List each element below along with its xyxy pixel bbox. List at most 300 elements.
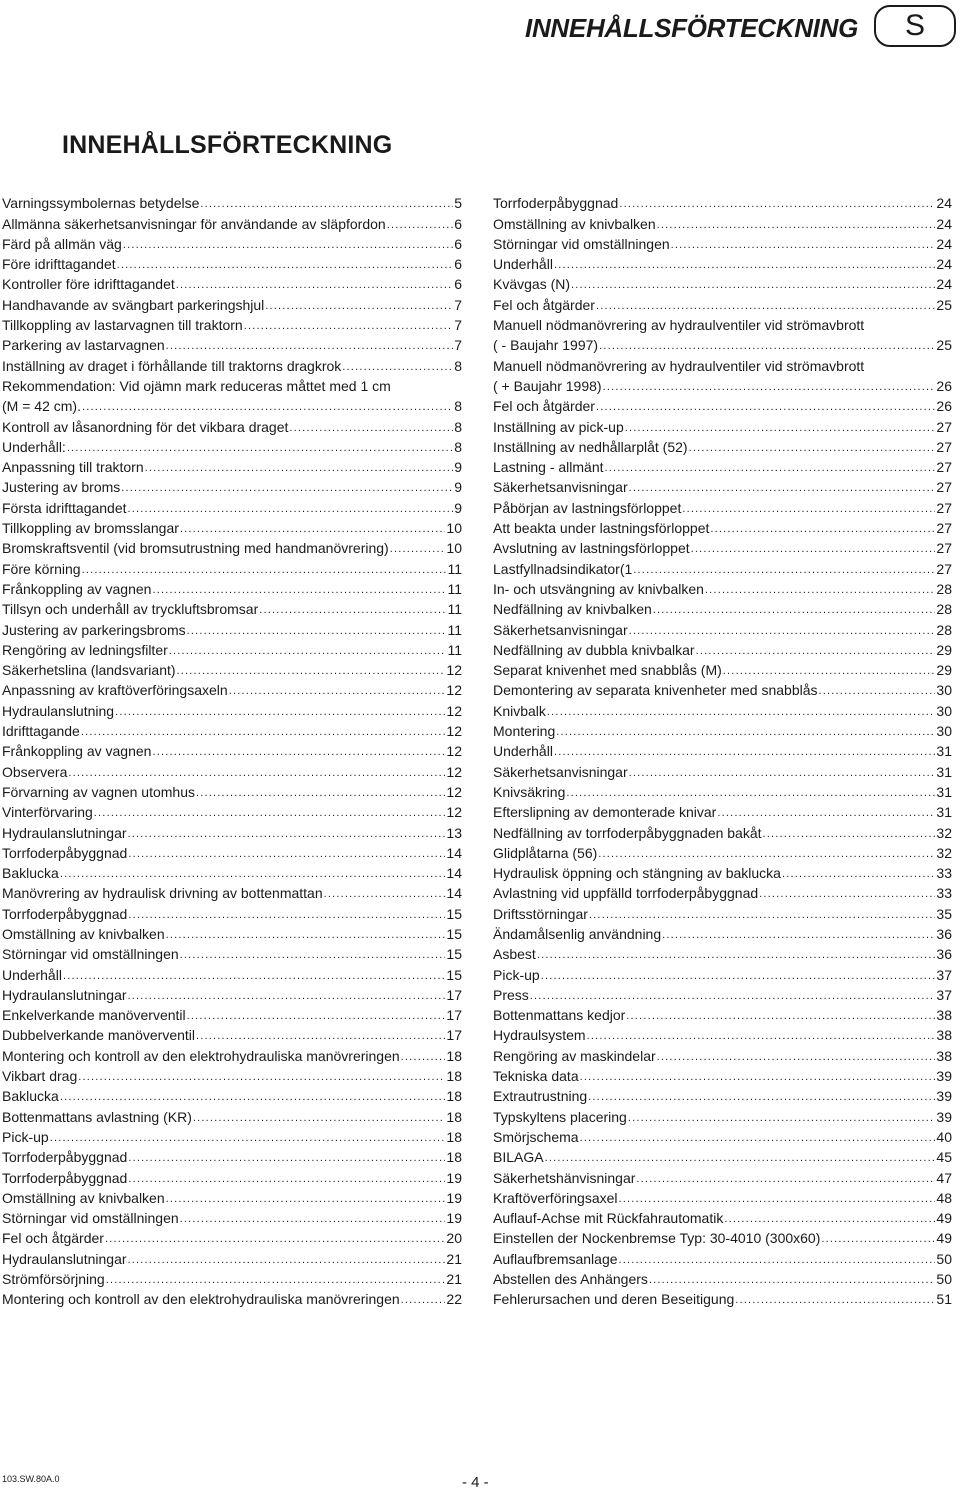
toc-entry bbox=[2, 1166, 462, 1186]
toc-entry-title: Montering och kontroll av den elektrohydrauliska manövreringen bbox=[2, 1291, 400, 1308]
toc-entry-page: 28 bbox=[936, 621, 952, 638]
toc-entry-title: Tillsyn och underhåll av tryckluftsbromsar bbox=[2, 601, 259, 618]
toc-entry-page: 11 bbox=[447, 580, 462, 597]
toc-entry bbox=[2, 1227, 462, 1247]
toc-entry-title: Driftsstörningar bbox=[493, 905, 588, 922]
toc-entry bbox=[493, 963, 952, 983]
toc-entry-title: Tillkoppling av lastarvagnen till traktorn bbox=[2, 317, 243, 334]
toc-entry bbox=[493, 314, 952, 334]
toc-entry-title: Rengöring av maskindelar bbox=[493, 1047, 656, 1064]
toc-dot-leader bbox=[628, 1111, 936, 1126]
toc-entry-page: 35 bbox=[936, 905, 952, 922]
toc-dot-leader bbox=[619, 1192, 936, 1207]
toc-entry-page: 15 bbox=[446, 946, 462, 963]
toc-entry bbox=[493, 598, 952, 618]
toc-dot-leader bbox=[724, 1212, 935, 1227]
toc-entry-page: 38 bbox=[936, 1027, 952, 1044]
toc-entry bbox=[2, 415, 462, 435]
toc-entry-page: 22 bbox=[446, 1291, 462, 1308]
toc-dot-leader bbox=[580, 1070, 936, 1085]
toc-entry-title: Kontroller före idrifttagandet bbox=[2, 276, 175, 293]
toc-entry bbox=[2, 1105, 462, 1125]
toc-entry-title: Att beakta under lastningsförloppet bbox=[493, 520, 710, 537]
toc-entry bbox=[2, 1187, 462, 1207]
toc-dot-leader bbox=[662, 928, 935, 943]
toc-entry bbox=[493, 618, 952, 638]
toc-entry bbox=[2, 801, 462, 821]
toc-entry bbox=[2, 557, 462, 577]
toc-entry-page: 6 bbox=[454, 215, 462, 232]
toc-entry-page: 9 bbox=[454, 499, 462, 516]
toc-entry bbox=[493, 192, 952, 212]
toc-entry-page: 13 bbox=[446, 824, 462, 841]
toc-entry-title: Säkerhetsanvisningar bbox=[493, 479, 628, 496]
toc-entry-page: 6 bbox=[454, 276, 462, 293]
toc-entry bbox=[2, 496, 462, 516]
toc-entry bbox=[2, 598, 462, 618]
toc-entry-page: 12 bbox=[446, 743, 462, 760]
toc-entry bbox=[493, 1207, 952, 1227]
toc-entry bbox=[493, 334, 952, 354]
toc-entry-title: Auflauf-Achse mit Rückfahrautomatik bbox=[493, 1210, 724, 1227]
toc-entry-page: 8 bbox=[454, 418, 462, 435]
toc-entry-title: Pick-up bbox=[2, 1128, 49, 1145]
toc-entry-page: 38 bbox=[936, 1007, 952, 1024]
toc-entry-page: 27 bbox=[936, 459, 952, 476]
toc-entry-page: 37 bbox=[936, 986, 952, 1003]
toc-entry bbox=[2, 1085, 462, 1105]
toc-entry bbox=[2, 314, 462, 334]
language-badge: S bbox=[874, 5, 956, 47]
toc-dot-leader bbox=[763, 827, 936, 842]
toc-entry bbox=[493, 659, 952, 679]
toc-entry-title: Efterslipning av demonterade knivar bbox=[493, 804, 717, 821]
toc-entry-page: 21 bbox=[446, 1271, 462, 1288]
toc-entry-title: Auflaufbremsanlage bbox=[493, 1250, 618, 1267]
toc-entry-title: Avslutning av lastningsförloppet bbox=[493, 540, 690, 557]
toc-dot-leader bbox=[196, 786, 445, 801]
toc-entry-title: Nedfällning av knivbalken bbox=[493, 601, 652, 618]
toc-entry-page: 18 bbox=[446, 1068, 462, 1085]
toc-entry-page: 31 bbox=[936, 743, 952, 760]
toc-entry-page: 18 bbox=[446, 1088, 462, 1105]
toc-entry bbox=[493, 760, 952, 780]
toc-entry-page: 6 bbox=[454, 256, 462, 273]
toc-dot-leader bbox=[60, 1090, 446, 1105]
toc-entry-title: Före idrifttagandet bbox=[2, 256, 116, 273]
toc-dot-leader bbox=[588, 1090, 935, 1105]
toc-entry-page: 17 bbox=[446, 1007, 462, 1024]
toc-dot-leader bbox=[401, 1050, 446, 1065]
toc-entry-page: 12 bbox=[446, 723, 462, 740]
toc-dot-leader bbox=[187, 1009, 446, 1024]
toc-entry-page: 24 bbox=[936, 256, 952, 273]
toc-entry-page: 30 bbox=[936, 723, 952, 740]
toc-entry bbox=[2, 821, 462, 841]
toc-entry bbox=[2, 537, 462, 557]
toc-entry bbox=[2, 842, 462, 862]
toc-entry bbox=[2, 618, 462, 638]
toc-dot-leader bbox=[193, 1111, 446, 1126]
toc-entry-page: 29 bbox=[936, 641, 952, 658]
toc-entry-page: 12 bbox=[446, 804, 462, 821]
toc-dot-leader bbox=[819, 684, 936, 699]
toc-dot-leader bbox=[682, 502, 935, 517]
toc-entry-page: 32 bbox=[936, 824, 952, 841]
toc-entry-page: 8 bbox=[454, 438, 462, 455]
toc-dot-leader bbox=[128, 908, 445, 923]
toc-dot-leader bbox=[629, 624, 936, 639]
toc-entry-page: 5 bbox=[454, 195, 462, 212]
toc-right-column bbox=[493, 192, 952, 1308]
toc-entry-page: 30 bbox=[936, 682, 952, 699]
toc-entry-page: 24 bbox=[936, 215, 952, 232]
toc-entry bbox=[2, 354, 462, 374]
toc-entry-title: Lastning - allmänt bbox=[493, 459, 604, 476]
toc-entry-title: Torrfoderpåbyggnad bbox=[2, 905, 128, 922]
toc-entry-page: 27 bbox=[936, 560, 952, 577]
toc-entry-page: 17 bbox=[446, 986, 462, 1003]
toc-entry-title: Hydraulanslutningar bbox=[2, 1250, 127, 1267]
toc-dot-leader bbox=[180, 1212, 446, 1227]
toc-entry-page: 14 bbox=[446, 865, 462, 882]
toc-entry-title: Justering av broms bbox=[2, 479, 121, 496]
toc-entry-page: 18 bbox=[446, 1128, 462, 1145]
toc-entry-page: 26 bbox=[936, 377, 952, 394]
toc-entry bbox=[2, 659, 462, 679]
toc-entry bbox=[2, 476, 462, 496]
toc-entry-page: 33 bbox=[936, 865, 952, 882]
toc-entry bbox=[2, 375, 462, 395]
toc-dot-leader bbox=[566, 786, 935, 801]
document-code: 103.SW.80A.0 bbox=[2, 1474, 60, 1484]
toc-entry-page: 39 bbox=[936, 1108, 952, 1125]
toc-entry bbox=[2, 699, 462, 719]
toc-entry-page: 14 bbox=[446, 844, 462, 861]
toc-entry-page: 24 bbox=[936, 195, 952, 212]
toc-entry-title: Hydraulanslutningar bbox=[2, 986, 127, 1003]
toc-entry-page: 27 bbox=[936, 418, 952, 435]
toc-dot-leader bbox=[68, 766, 445, 781]
toc-entry-title: Idrifttagande bbox=[2, 723, 80, 740]
toc-dot-leader bbox=[626, 1009, 935, 1024]
toc-dot-leader bbox=[599, 339, 935, 354]
toc-entry bbox=[2, 639, 462, 659]
toc-entry-title: Torrfoderpåbyggnad bbox=[493, 195, 619, 212]
toc-entry bbox=[2, 517, 462, 537]
toc-entry-page: 19 bbox=[446, 1210, 462, 1227]
toc-entry-page: 18 bbox=[446, 1047, 462, 1064]
toc-dot-leader bbox=[166, 339, 454, 354]
toc-entry bbox=[493, 354, 952, 374]
toc-entry bbox=[493, 253, 952, 273]
toc-dot-leader bbox=[636, 1172, 935, 1187]
toc-entry bbox=[2, 781, 462, 801]
toc-entry-title: ( - Baujahr 1997) bbox=[493, 337, 599, 354]
toc-entry bbox=[493, 375, 952, 395]
toc-entry-title: Störningar vid omställningen bbox=[2, 946, 179, 963]
toc-entry-title: Manuell nödmanövrering av hydraulventiler vid strömavbrott bbox=[493, 357, 865, 374]
toc-entry bbox=[493, 679, 952, 699]
toc-entry-title: Typskyltens placering bbox=[493, 1108, 627, 1125]
toc-entry-page: 18 bbox=[446, 1149, 462, 1166]
toc-entry bbox=[493, 517, 952, 537]
toc-dot-leader bbox=[50, 1131, 446, 1146]
toc-entry bbox=[493, 902, 952, 922]
toc-entry bbox=[493, 476, 952, 496]
toc-entry-title: Säkerhetsanvisningar bbox=[493, 763, 628, 780]
toc-entry bbox=[2, 720, 462, 740]
toc-entry bbox=[493, 395, 952, 415]
toc-entry-title: Baklucka bbox=[2, 1088, 59, 1105]
toc-entry bbox=[2, 1126, 462, 1146]
toc-entry bbox=[2, 578, 462, 598]
toc-entry-title: Lastfyllnadsindikator(1 bbox=[493, 560, 633, 577]
toc-dot-leader bbox=[94, 806, 446, 821]
toc-entry-page: 47 bbox=[936, 1169, 952, 1186]
toc-entry-title: Asbest bbox=[493, 946, 536, 963]
toc-entry-title: Störningar vid omställningen bbox=[2, 1210, 179, 1227]
toc-entry-title: Färd på allmän väg bbox=[2, 235, 122, 252]
toc-entry bbox=[2, 882, 462, 902]
toc-dot-leader bbox=[633, 563, 935, 578]
toc-dot-leader bbox=[691, 542, 936, 557]
toc-entry bbox=[493, 842, 952, 862]
toc-entry bbox=[493, 801, 952, 821]
toc-entry-title: Frånkoppling av vagnen bbox=[2, 580, 152, 597]
toc-dot-leader bbox=[605, 461, 936, 476]
toc-entry-page: 11 bbox=[447, 621, 462, 638]
toc-dot-leader bbox=[603, 380, 936, 395]
toc-entry-page: 15 bbox=[446, 925, 462, 942]
toc-dot-leader bbox=[821, 1232, 935, 1247]
toc-dot-leader bbox=[117, 258, 454, 273]
toc-entry bbox=[2, 923, 462, 943]
toc-dot-leader bbox=[759, 887, 935, 902]
toc-entry-title: Förvarning av vagnen utomhus bbox=[2, 783, 195, 800]
toc-entry-page: 31 bbox=[936, 783, 952, 800]
toc-entry-page: 27 bbox=[936, 520, 952, 537]
toc-entry-title: Knivsäkring bbox=[493, 783, 566, 800]
toc-entry bbox=[2, 456, 462, 476]
toc-entry-page: 45 bbox=[936, 1149, 952, 1166]
toc-dot-leader bbox=[342, 360, 453, 375]
toc-dot-leader bbox=[82, 400, 453, 415]
toc-entry bbox=[2, 902, 462, 922]
toc-dot-leader bbox=[717, 806, 935, 821]
toc-dot-leader bbox=[60, 867, 446, 882]
toc-entry bbox=[2, 253, 462, 273]
toc-entry-title: Observera bbox=[2, 763, 68, 780]
toc-entry-page: 11 bbox=[447, 560, 462, 577]
toc-entry-page: 12 bbox=[446, 783, 462, 800]
toc-entry bbox=[493, 1227, 952, 1247]
toc-entry bbox=[493, 1004, 952, 1024]
toc-dot-leader bbox=[200, 197, 453, 212]
toc-entry-title: Första idrifttagandet bbox=[2, 499, 127, 516]
toc-entry-title: Nedfällning av dubbla knivbalkar bbox=[493, 641, 695, 658]
toc-entry-title: Fel och åtgärder bbox=[493, 296, 595, 313]
toc-entry bbox=[493, 1247, 952, 1267]
toc-entry-title: Einstellen der Nockenbremse Typ: 30-4010 (300x60) bbox=[493, 1230, 821, 1247]
toc-dot-leader bbox=[657, 218, 936, 233]
toc-entry bbox=[493, 1085, 952, 1105]
toc-entry bbox=[493, 882, 952, 902]
toc-entry-title: Press bbox=[493, 986, 529, 1003]
toc-entry-title: Kontroll av låsanordning för det vikbara draget bbox=[2, 418, 289, 435]
toc-entry bbox=[493, 740, 952, 760]
toc-entry-page: 48 bbox=[936, 1189, 952, 1206]
toc-dot-leader bbox=[67, 441, 453, 456]
toc-dot-leader bbox=[105, 1232, 445, 1247]
toc-entry-title: Bromskraftsventil (vid bromsutrustning med handmanövrering) bbox=[2, 540, 389, 557]
toc-entry-page: 7 bbox=[454, 317, 462, 334]
toc-entry-title: Fehlerursachen und deren Beseitigung bbox=[493, 1291, 735, 1308]
toc-entry-page: 21 bbox=[446, 1250, 462, 1267]
toc-dot-leader bbox=[657, 1050, 936, 1065]
toc-entry-title: Hydraulsystem bbox=[493, 1027, 586, 1044]
toc-entry-page: 7 bbox=[454, 337, 462, 354]
toc-entry-title: Handhavande av svängbart parkeringshjul bbox=[2, 296, 265, 313]
toc-entry-page: 20 bbox=[446, 1230, 462, 1247]
toc-entry-title: Inställning av pick-up bbox=[493, 418, 624, 435]
toc-dot-leader bbox=[696, 644, 936, 659]
toc-entry-title: Säkerhetshänvisningar bbox=[493, 1169, 636, 1186]
toc-entry bbox=[493, 212, 952, 232]
toc-entry bbox=[493, 1166, 952, 1186]
toc-entry bbox=[493, 781, 952, 801]
toc-entry-title: Påbörjan av lastningsförloppet bbox=[493, 499, 682, 516]
toc-dot-leader bbox=[169, 644, 447, 659]
toc-dot-leader bbox=[629, 481, 936, 496]
toc-entry-title: Torrfoderpåbyggnad bbox=[2, 1149, 128, 1166]
toc-dot-leader bbox=[530, 989, 936, 1004]
toc-dot-leader bbox=[145, 461, 454, 476]
toc-dot-leader bbox=[166, 928, 446, 943]
toc-dot-leader bbox=[128, 502, 454, 517]
toc-dot-leader bbox=[128, 989, 446, 1004]
toc-entry-page: 17 bbox=[446, 1027, 462, 1044]
toc-entry bbox=[2, 436, 462, 456]
toc-dot-leader bbox=[180, 948, 446, 963]
toc-entry-title: Separat knivenhet med snabblås (M) bbox=[493, 662, 722, 679]
toc-entry bbox=[493, 720, 952, 740]
toc-entry-title: Omställning av knivbalken bbox=[493, 215, 656, 232]
toc-entry-page: 27 bbox=[936, 499, 952, 516]
toc-dot-leader bbox=[196, 1029, 445, 1044]
toc-entry-title: Avlastning vid uppfälld torrfoderpåbyggnad bbox=[493, 885, 759, 902]
toc-dot-leader bbox=[63, 969, 445, 984]
toc-entry bbox=[2, 963, 462, 983]
toc-entry-page: 8 bbox=[454, 398, 462, 415]
toc-entry-title: Torrfoderpåbyggnad bbox=[2, 1169, 128, 1186]
toc-entry-page: 50 bbox=[936, 1271, 952, 1288]
toc-dot-leader bbox=[705, 583, 936, 598]
toc-entry-page: 33 bbox=[936, 885, 952, 902]
toc-entry-title: Fel och åtgärder bbox=[493, 398, 595, 415]
toc-dot-leader bbox=[82, 563, 447, 578]
toc-dot-leader bbox=[401, 1293, 446, 1308]
toc-entry-title: Knivbalk bbox=[493, 702, 546, 719]
toc-entry bbox=[493, 1268, 952, 1288]
toc-entry-page: 36 bbox=[936, 946, 952, 963]
toc-entry bbox=[493, 293, 952, 313]
toc-entry bbox=[2, 740, 462, 760]
toc-entry-page: 12 bbox=[446, 682, 462, 699]
toc-entry-title: Hydraulanslutning bbox=[2, 702, 115, 719]
toc-dot-leader bbox=[128, 827, 446, 842]
toc-entry-title: Inställning av draget i förhållande till traktorns dragkrok bbox=[2, 357, 342, 374]
toc-entry bbox=[493, 699, 952, 719]
toc-entry bbox=[493, 273, 952, 293]
toc-entry bbox=[2, 233, 462, 253]
toc-entry-title: Anpassning av kraftöverföringsaxeln bbox=[2, 682, 228, 699]
toc-entry-title: Före körning bbox=[2, 560, 81, 577]
toc-entry-page: 51 bbox=[936, 1291, 952, 1308]
toc-entry-title: Bottenmattans kedjor bbox=[493, 1007, 626, 1024]
toc-dot-leader bbox=[106, 1273, 446, 1288]
toc-entry-page: 15 bbox=[446, 905, 462, 922]
toc-dot-leader bbox=[78, 1070, 445, 1085]
header-title: INNEHÅLLSFÖRTECKNING bbox=[525, 13, 858, 43]
toc-entry-title: BILAGA bbox=[493, 1149, 544, 1166]
toc-entry-title: Omställning av knivbalken bbox=[2, 1189, 165, 1206]
toc-entry-page: 9 bbox=[454, 479, 462, 496]
toc-entry-title: Tillkoppling av bromsslangar bbox=[2, 520, 179, 537]
toc-entry-title: Ändamålsenlig användning bbox=[493, 925, 662, 942]
toc-left-column bbox=[2, 192, 462, 1308]
toc-entry-page: 38 bbox=[936, 1047, 952, 1064]
toc-entry-title: Underhåll bbox=[493, 743, 553, 760]
toc-dot-leader bbox=[723, 664, 936, 679]
toc-dot-leader bbox=[589, 908, 936, 923]
toc-dot-leader bbox=[619, 197, 935, 212]
toc-entry-title: Tekniska data bbox=[493, 1068, 579, 1085]
toc-entry bbox=[493, 821, 952, 841]
toc-entry-title: Rengöring av ledningsfilter bbox=[2, 641, 168, 658]
toc-entry-title: Varningssymbolernas betydelse bbox=[2, 195, 200, 212]
toc-entry-page: 10 bbox=[446, 520, 462, 537]
toc-entry bbox=[493, 1187, 952, 1207]
toc-entry bbox=[2, 1024, 462, 1044]
toc-entry bbox=[493, 496, 952, 516]
toc-entry-page: 50 bbox=[936, 1250, 952, 1267]
toc-entry-title: Pick-up bbox=[493, 966, 540, 983]
toc-entry-page: 36 bbox=[936, 925, 952, 942]
toc-entry-title: Kraftöverföringsaxel bbox=[493, 1189, 618, 1206]
toc-entry-page: 24 bbox=[936, 276, 952, 293]
toc-entry-page: 19 bbox=[446, 1169, 462, 1186]
toc-entry-title: Abstellen des Anhängers bbox=[493, 1271, 648, 1288]
toc-dot-leader bbox=[671, 238, 936, 253]
toc-entry-title: (M = 42 cm). bbox=[2, 398, 81, 415]
toc-dot-leader bbox=[571, 278, 935, 293]
toc-entry-page: 11 bbox=[447, 601, 462, 618]
toc-entry bbox=[493, 1024, 952, 1044]
toc-entry bbox=[493, 639, 952, 659]
toc-entry-title: Säkerhetsanvisningar bbox=[493, 621, 628, 638]
toc-entry-title: Hydraulisk öppning och stängning av baklucka bbox=[493, 865, 781, 882]
toc-entry bbox=[2, 943, 462, 963]
toc-entry-title: Strömförsörjning bbox=[2, 1271, 105, 1288]
toc-entry bbox=[493, 415, 952, 435]
toc-dot-leader bbox=[619, 1253, 936, 1268]
toc-entry-page: 8 bbox=[454, 357, 462, 374]
toc-entry-page: 18 bbox=[446, 1108, 462, 1125]
toc-entry bbox=[2, 862, 462, 882]
toc-entry-title: Underhåll bbox=[493, 256, 553, 273]
toc-entry-page: 28 bbox=[936, 580, 952, 597]
